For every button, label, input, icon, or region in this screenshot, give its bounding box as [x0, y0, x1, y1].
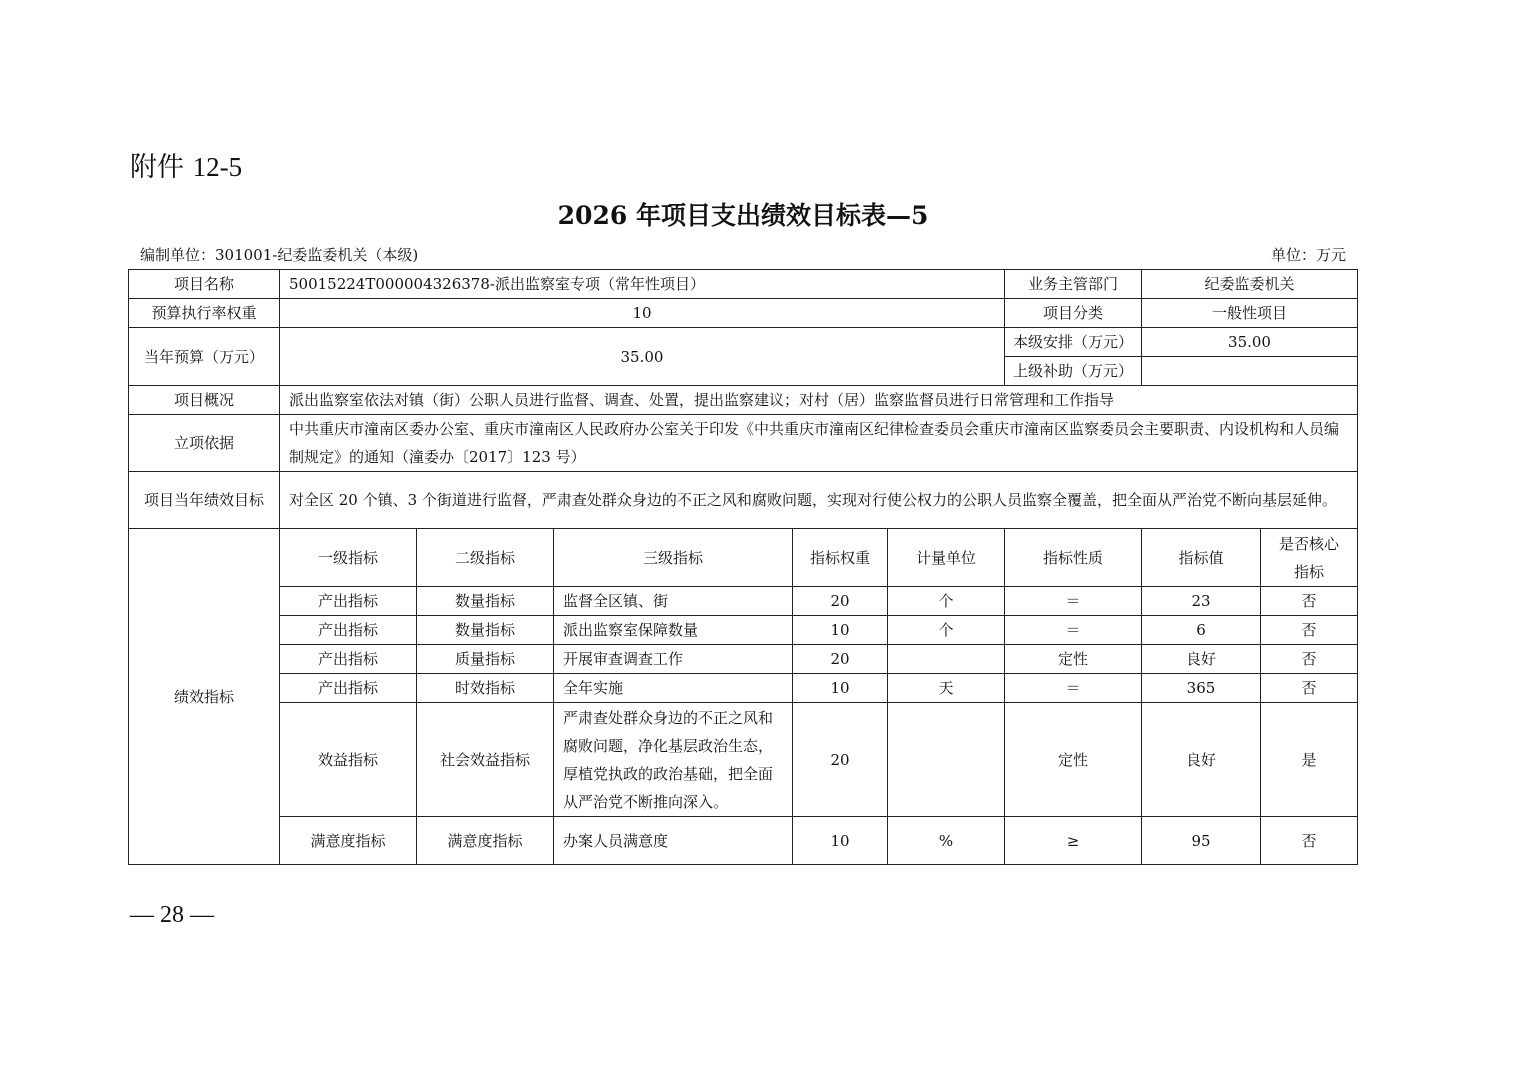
project-name: 50015224T000004326378-派出监察室专项（常年性项目） [280, 270, 1005, 299]
cell: 否 [1261, 616, 1358, 645]
cell: 365 [1142, 674, 1261, 703]
cell: 全年实施 [554, 674, 793, 703]
cell: 质量指标 [417, 645, 554, 674]
cell: 良好 [1142, 703, 1261, 817]
page-title: 2026 年项目支出绩效目标表—5 [557, 201, 929, 230]
table-row [129, 817, 1358, 865]
cell: 满意度指标 [280, 817, 417, 865]
header-core: 是否核心指标 [1261, 529, 1358, 587]
page-number: — 28 — [130, 902, 214, 928]
table-row [129, 645, 1358, 674]
weight-label: 预算执行率权重 [129, 299, 280, 328]
category-label: 项目分类 [1005, 299, 1142, 328]
upper-value [1142, 357, 1358, 386]
cell: 23 [1142, 587, 1261, 616]
cell: 否 [1261, 674, 1358, 703]
table-row [129, 703, 1358, 817]
cell [888, 703, 1005, 817]
table-row [129, 587, 1358, 616]
cell: 产出指标 [280, 616, 417, 645]
local-label: 本级安排（万元） [1005, 328, 1142, 357]
header-weight: 指标权重 [793, 529, 888, 587]
weight-value: 10 [280, 299, 1005, 328]
cell: 派出监察室保障数量 [554, 616, 793, 645]
category-value: 一般性项目 [1142, 299, 1358, 328]
attachment-number: 12-5 [192, 152, 243, 182]
indicators-label: 绩效指标 [129, 529, 280, 865]
header-level3: 三级指标 [554, 529, 793, 587]
header-level2: 二级指标 [417, 529, 554, 587]
cell: 数量指标 [417, 616, 554, 645]
cell: 满意度指标 [417, 817, 554, 865]
performance-table [128, 269, 1358, 865]
cell: ＝ [1005, 674, 1142, 703]
overview-label: 项目概况 [129, 386, 280, 415]
cell: 20 [793, 703, 888, 817]
basis-label: 立项依据 [129, 415, 280, 472]
cell: 定性 [1005, 645, 1142, 674]
cell: 时效指标 [417, 674, 554, 703]
cell: 95 [1142, 817, 1261, 865]
cell: 10 [793, 817, 888, 865]
table-row [129, 674, 1358, 703]
cell: 良好 [1142, 645, 1261, 674]
unit-org: 编制单位：301001-纪委监委机关（本级) [140, 246, 419, 264]
cell: 产出指标 [280, 674, 417, 703]
header-nature: 指标性质 [1005, 529, 1142, 587]
cell: 社会效益指标 [417, 703, 554, 817]
cell: 数量指标 [417, 587, 554, 616]
cell: 产出指标 [280, 645, 417, 674]
cell: 否 [1261, 645, 1358, 674]
cell: 10 [793, 674, 888, 703]
cell: 20 [793, 645, 888, 674]
header-unit: 计量单位 [888, 529, 1005, 587]
budget-value: 35.00 [280, 328, 1005, 386]
cell: 否 [1261, 587, 1358, 616]
cell: 天 [888, 674, 1005, 703]
cell: 个 [888, 616, 1005, 645]
cell: 开展审查调查工作 [554, 645, 793, 674]
cell: % [888, 817, 1005, 865]
cell: 是 [1261, 703, 1358, 817]
table-row [129, 616, 1358, 645]
cell [888, 645, 1005, 674]
attachment-label [130, 145, 242, 184]
upper-label: 上级补助（万元） [1005, 357, 1142, 386]
cell: 6 [1142, 616, 1261, 645]
budget-label: 当年预算（万元） [129, 328, 280, 386]
currency-unit: 单位：万元 [1270, 246, 1346, 264]
cell: 监督全区镇、街 [554, 587, 793, 616]
dept-label: 业务主管部门 [1005, 270, 1142, 299]
cell: 个 [888, 587, 1005, 616]
cell: ＝ [1005, 587, 1142, 616]
cell: 定性 [1005, 703, 1142, 817]
header-value: 指标值 [1142, 529, 1261, 587]
basis-value: 中共重庆市潼南区委办公室、重庆市潼南区人民政府办公室关于印发《中共重庆市潼南区纪律检查委员会重庆市潼南区监察委员会主要职责、内设机构和人员编制规定》的通知（潼委办〔2017〕123 号） [280, 415, 1358, 472]
goal-value: 对全区 20 个镇、3 个街道进行监督，严肃查处群众身边的不正之风和腐败问题，实现对行使公权力的公职人员监察全覆盖，把全面从严治党不断向基层延伸。 [280, 472, 1358, 529]
attachment-prefix: 附件 [130, 152, 184, 183]
dept-value: 纪委监委机关 [1142, 270, 1358, 299]
cell: 20 [793, 587, 888, 616]
cell: 产出指标 [280, 587, 417, 616]
cell: 办案人员满意度 [554, 817, 793, 865]
header-level1: 一级指标 [280, 529, 417, 587]
project-name-label: 项目名称 [129, 270, 280, 299]
cell: 效益指标 [280, 703, 417, 817]
cell: 否 [1261, 817, 1358, 865]
cell: 10 [793, 616, 888, 645]
cell: ≥ [1005, 817, 1142, 865]
overview-value: 派出监察室依法对镇（街）公职人员进行监督、调查、处置，提出监察建议；对村（居）监察监督员进行日常管理和工作指导 [280, 386, 1358, 415]
goal-label: 项目当年绩效目标 [129, 472, 280, 529]
cell: ＝ [1005, 616, 1142, 645]
local-value: 35.00 [1142, 328, 1358, 357]
cell: 严肃查处群众身边的不正之风和腐败问题，净化基层政治生态，厚植党执政的政治基础，把全面从严治党不断推向深入。 [554, 703, 793, 817]
